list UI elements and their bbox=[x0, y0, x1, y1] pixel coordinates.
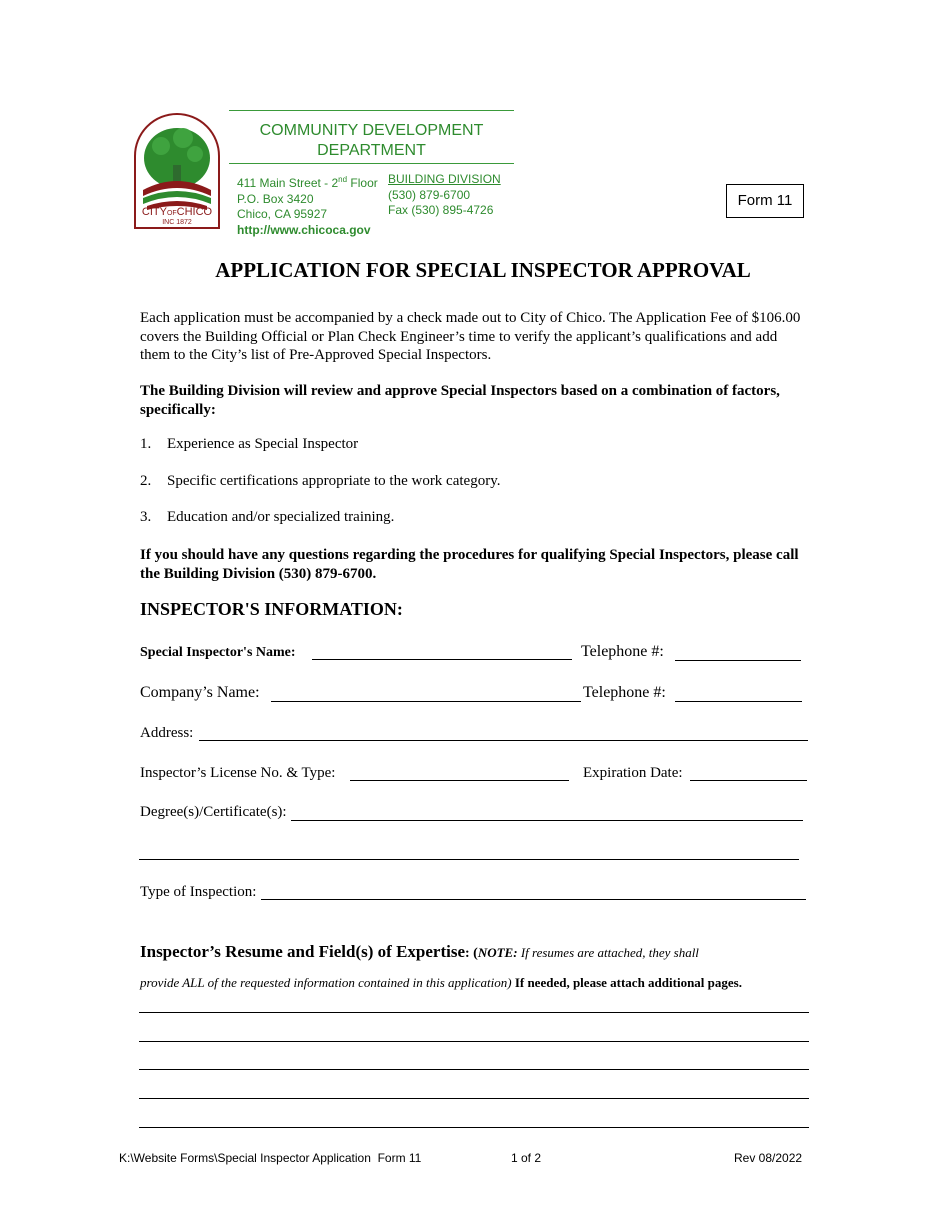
header-rule-top bbox=[229, 110, 514, 111]
website-link[interactable]: http://www.chicoca.gov bbox=[237, 222, 371, 237]
company-name-field[interactable] bbox=[271, 701, 581, 702]
resume-line-5[interactable] bbox=[139, 1127, 809, 1128]
logo-inc: INC 1872 bbox=[162, 219, 192, 226]
resume-line-4[interactable] bbox=[139, 1098, 809, 1099]
degrees-label: Degree(s)/Certificate(s): bbox=[140, 804, 287, 820]
page-title: APPLICATION FOR SPECIAL INSPECTOR APPROVAL bbox=[215, 258, 751, 282]
department-line2: DEPARTMENT bbox=[317, 142, 426, 159]
review-note: The Building Division will review and approve Special Inspectors based on a combination of factors, specifically: bbox=[140, 383, 780, 418]
inspection-type-field[interactable] bbox=[261, 899, 806, 900]
address-po: P.O. Box 3420 bbox=[237, 191, 314, 206]
division-title: BUILDING DIVISION bbox=[388, 172, 501, 186]
list-item: 1. Experience as Special Inspector bbox=[140, 436, 359, 452]
license-field[interactable] bbox=[350, 780, 569, 781]
telephone-2-field[interactable] bbox=[675, 701, 802, 702]
resume-line-1[interactable] bbox=[139, 1012, 809, 1013]
resume-note-text: If resumes are attached, they shall bbox=[517, 945, 699, 960]
degrees-field-line2[interactable] bbox=[139, 859, 799, 860]
list-item: 2. Specific certifications appropriate to the work category. bbox=[140, 473, 501, 489]
footer-page-number: 1 of 2 bbox=[511, 1151, 542, 1165]
logo-city: CITY bbox=[141, 206, 167, 218]
inspection-type-label: Type of Inspection: bbox=[140, 884, 257, 900]
address-street: 411 Main Street - 2nd Floor bbox=[237, 175, 378, 190]
footer-revision: Rev 08/2022 bbox=[734, 1151, 803, 1165]
form-number: Form 11 bbox=[737, 192, 793, 209]
resume-line-2[interactable] bbox=[139, 1041, 809, 1042]
list-item: 3. Education and/or specialized training. bbox=[140, 509, 395, 525]
resume-line-3[interactable] bbox=[139, 1069, 809, 1070]
telephone-1-label: Telephone #: bbox=[581, 643, 664, 660]
division-fax: Fax (530) 895-4726 bbox=[388, 203, 494, 217]
attach-note: If needed, please attach additional pages. bbox=[511, 975, 742, 990]
header-rule-bottom bbox=[229, 163, 514, 164]
city-logo bbox=[131, 110, 223, 232]
resume-heading: Inspector’s Resume and Field(s) of Expertise bbox=[140, 942, 466, 961]
company-name-label: Company’s Name: bbox=[140, 684, 260, 701]
inspector-section-heading: INSPECTOR'S INFORMATION: bbox=[140, 599, 403, 619]
telephone-1-field[interactable] bbox=[675, 660, 801, 661]
address-field[interactable] bbox=[199, 740, 808, 741]
footer-path: K:\Website Forms\Special Inspector Application Form 11 bbox=[119, 1151, 422, 1165]
resume-note-label: NOTE: bbox=[477, 945, 518, 960]
division-phone: (530) 879-6700 bbox=[388, 187, 471, 202]
address-label: Address: bbox=[140, 725, 194, 741]
degrees-field[interactable] bbox=[291, 820, 803, 821]
logo-name: CHICO bbox=[176, 206, 213, 218]
intro-paragraph: Each application must be accompanied by a check made out to City of Chico. The Application Fee of $106.00 covers the Building Official or Plan Check Engineer’s time to verify the applicant’s qualifications and add them to the City’s list of Pre-Approved Special Inspectors. bbox=[140, 310, 801, 363]
department-line1: COMMUNITY DEVELOPMENT bbox=[259, 122, 484, 139]
expiration-label: Expiration Date: bbox=[583, 765, 683, 781]
form-number-box bbox=[726, 184, 804, 218]
telephone-2-label: Telephone #: bbox=[583, 684, 666, 701]
logo-of: OF bbox=[166, 210, 177, 217]
questions-note: If you should have any questions regarding the procedures for qualifying Special Inspectors, please call the Building Division (530) 879-6700. bbox=[140, 547, 799, 582]
inspector-name-field[interactable] bbox=[312, 659, 572, 660]
expiration-field[interactable] bbox=[690, 780, 807, 781]
resume-heading-line: Inspector’s Resume and Field(s) of Expertise: (NOTE: If resumes are attached, they shall bbox=[140, 942, 699, 961]
resume-note-continued: provide ALL of the requested information contained in this application) If needed, please attach additional pages. bbox=[140, 975, 742, 990]
inspector-name-label: Special Inspector's Name: bbox=[140, 645, 296, 660]
license-label: Inspector’s License No. & Type: bbox=[140, 765, 336, 781]
address-city: Chico, CA 95927 bbox=[237, 207, 328, 221]
